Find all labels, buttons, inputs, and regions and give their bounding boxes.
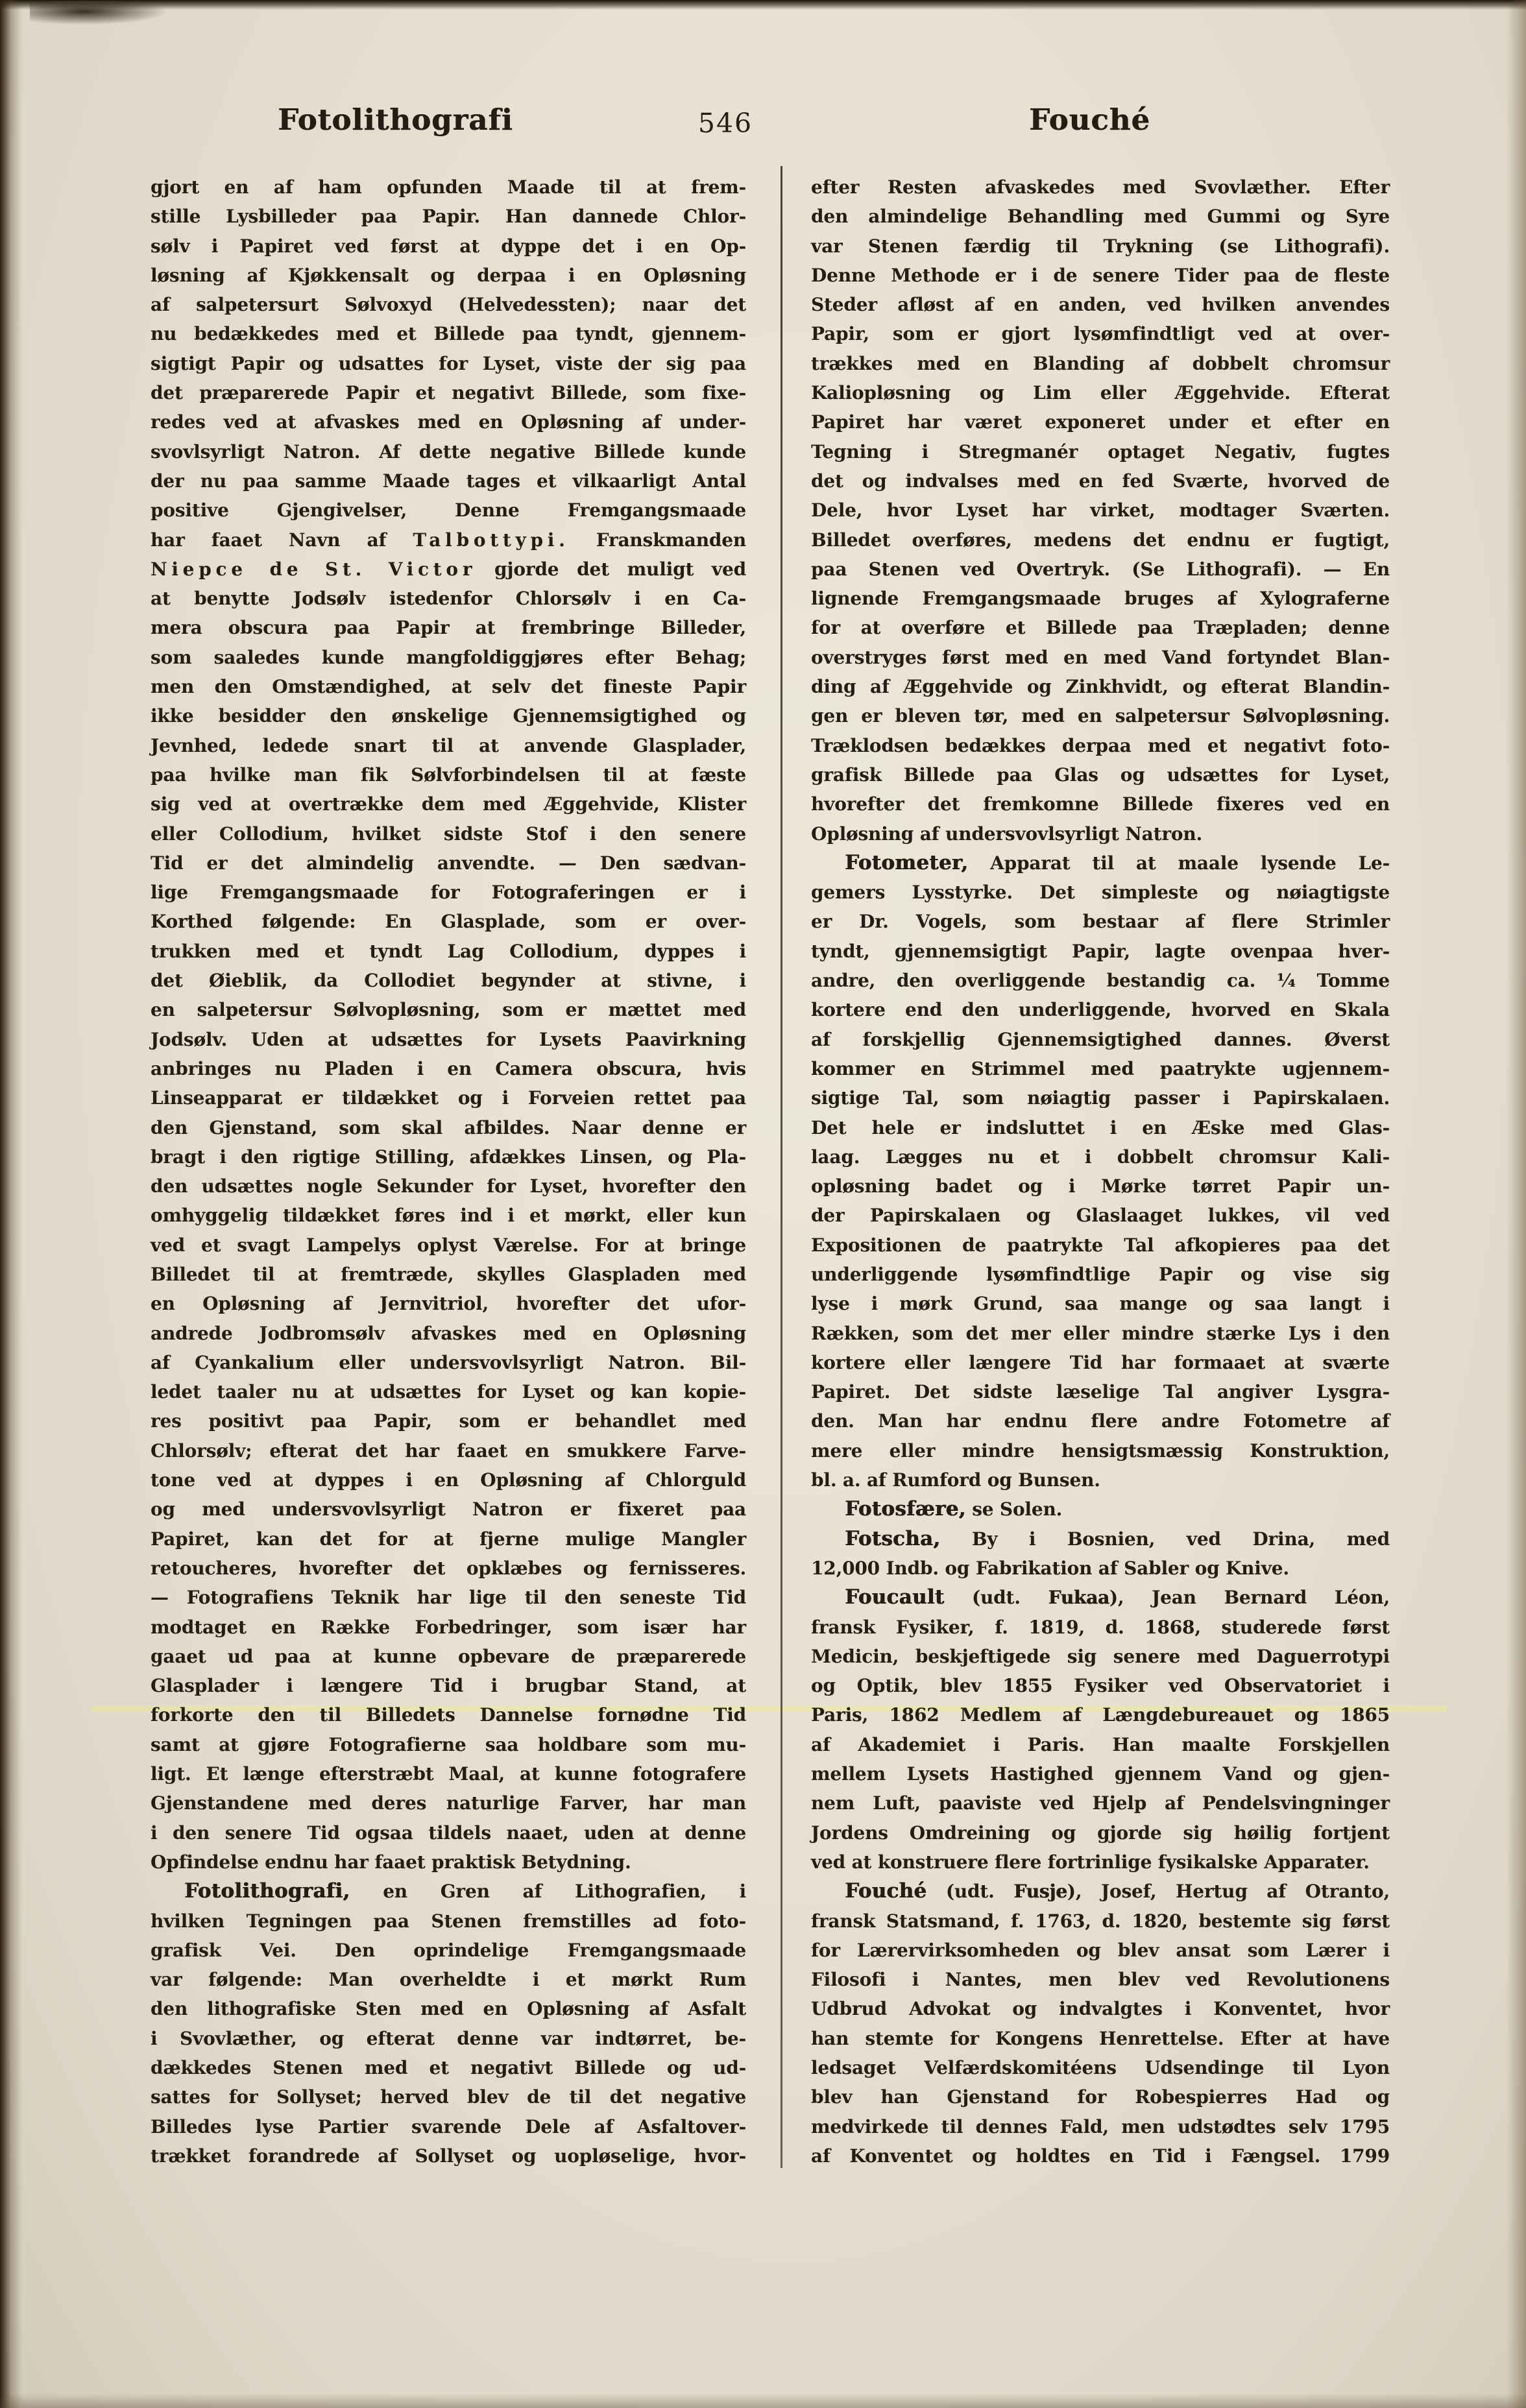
text-run: — Fotografiens Teknik har lige til den seneste Tid	[151, 1587, 746, 1609]
text-line	[811, 789, 1390, 819]
text-run: Jevnhed, ledede snart til at anvende Glasplader,	[151, 734, 746, 756]
text-line	[811, 672, 1390, 701]
text-line	[151, 437, 746, 466]
scan-edge-left	[0, 0, 22, 2408]
text-line	[151, 1730, 746, 1759]
text-run: løsning af Kjøkkensalt og derpaa i en Opløsning	[151, 264, 746, 286]
text-line	[811, 1465, 1390, 1495]
text-line	[151, 1671, 746, 1700]
text-line	[811, 378, 1390, 407]
text-run: lige Fremgangsmaade for Fotograferingen er i	[151, 882, 746, 904]
text-line	[151, 1260, 746, 1289]
text-run: Billedet til at fremtræde, skylles Glaspladen med	[151, 1263, 746, 1285]
text-run: var følgende: Man overheldte i et mørkt Rum	[151, 1969, 746, 1991]
text-run: lyse i mørk Grund, saa mange og saa langt i	[811, 1293, 1390, 1315]
entry-headword: Fotometer,	[845, 850, 969, 874]
text-run: mera obscura paa Papir at frembringe Billeder,	[151, 617, 746, 639]
text-line	[811, 878, 1390, 907]
text-run: af Konventet og holdtes en Tid i Fængsel. 1799	[811, 2145, 1390, 2167]
text-line	[811, 407, 1390, 437]
text-line	[811, 349, 1390, 378]
text-line	[151, 1554, 746, 1583]
text-run: af Cyankalium eller undersvovlsyrligt Natron. Bil-	[151, 1351, 746, 1373]
text-run: gemers Lysstyrke. Det simpleste og nøiagtigste	[811, 882, 1390, 904]
text-line	[151, 1465, 746, 1495]
text-run: Udbrud Advokat og indvalgtes i Konventet, hvor	[811, 1998, 1390, 2020]
text-run: dækkedes Stenen med et negativt Billede og ud-	[151, 2057, 746, 2078]
text-line	[811, 1260, 1390, 1289]
text-line	[811, 1113, 1390, 1142]
text-line	[811, 1554, 1390, 1583]
text-run: kortere eller længere Tid har formaaet at sværte	[811, 1351, 1390, 1373]
text-run: sattes for Sollyset; herved blev de til det negative	[151, 2086, 746, 2108]
text-line	[151, 555, 746, 584]
text-line	[811, 819, 1390, 849]
text-line	[811, 2053, 1390, 2082]
text-run: gjorde det muligt ved	[476, 558, 746, 580]
text-line	[151, 319, 746, 348]
text-run: Paris, 1862 Medlem af Længdebureauet og 1865	[811, 1704, 1390, 1726]
text-line	[811, 1848, 1390, 1877]
text-run: overstryges først med en med Vand fortyndet Blan-	[811, 646, 1390, 668]
text-run: stille Lysbilleder paa Papir. Han dannede Chlor-	[151, 206, 746, 228]
text-line	[151, 995, 746, 1024]
text-run: Apparat til at maale lysende Le-	[968, 852, 1390, 874]
text-line	[811, 731, 1390, 760]
text-line	[811, 1759, 1390, 1788]
text-line	[151, 966, 746, 995]
text-line	[811, 1083, 1390, 1113]
text-run: af Akademiet i Paris. Han maalte Forskjellen	[811, 1733, 1390, 1755]
text-run: blev han Gjenstand for Robespierres Had og	[811, 2086, 1390, 2108]
text-line	[151, 525, 746, 555]
text-line	[151, 584, 746, 613]
text-line	[151, 1377, 746, 1406]
text-run: bl. a. af Rumford og Bunsen.	[811, 1469, 1100, 1491]
text-line	[151, 378, 746, 407]
text-column-left	[151, 173, 746, 2171]
text-line	[151, 672, 746, 701]
text-line	[151, 466, 746, 496]
text-run: Det hele er indsluttet i en Æske med Glas-	[811, 1116, 1390, 1138]
text-run: var Stenen færdig til Trykning (se Lithografi).	[811, 235, 1390, 257]
text-run: eller Collodium, hvilket sidste Stof i den senere	[151, 823, 746, 845]
running-head-left: Fotolithografi	[278, 102, 513, 137]
text-run: en Gren af Lithografien, i	[350, 1881, 746, 1903]
text-run: for at overføre et Billede paa Træpladen; denne	[811, 617, 1390, 639]
text-line	[151, 1936, 746, 1965]
text-line	[151, 907, 746, 936]
text-line	[811, 760, 1390, 789]
text-line	[811, 1319, 1390, 1348]
text-line	[811, 173, 1390, 202]
text-run: res positivt paa Papir, som er behandlet med	[151, 1410, 746, 1432]
text-run: Fusje	[1013, 1881, 1067, 1903]
text-column-right	[811, 173, 1390, 2171]
text-run: der nu paa samme Maade tages et vilkaarligt Antal	[151, 470, 746, 492]
text-run: og Optik, blev 1855 Fysiker ved Observatoriet i	[811, 1675, 1390, 1697]
text-line	[151, 789, 746, 819]
text-line	[151, 1965, 746, 1994]
text-line	[811, 1348, 1390, 1377]
text-run: sølv i Papiret ved først at dyppe det i en Op-	[151, 235, 746, 257]
text-line	[151, 261, 746, 290]
text-line	[811, 849, 1390, 878]
text-line	[151, 1348, 746, 1377]
text-run: den almindelige Behandling med Gummi og Syre	[811, 206, 1390, 228]
text-run: den lithografiske Sten med en Opløsning af Asfalt	[151, 1998, 746, 2020]
text-run: kortere end den underliggende, hvorved en Skala	[811, 999, 1390, 1021]
text-run: Kaliopløsning og Lim eller Æggehvide. Efterat	[811, 382, 1390, 404]
text-run: der Papirskalaen og Glaslaaget lukkes, vil ved	[811, 1205, 1390, 1227]
text-run: men den Omstændighed, at selv det fineste Papir	[151, 676, 746, 698]
text-line	[811, 1613, 1390, 1642]
text-run: omhyggelig tildækket føres ind i et mørkt, eller kun	[151, 1205, 746, 1227]
text-line	[811, 1936, 1390, 1965]
text-run: at benytte Jodsølv istedenfor Chlorsølv i en Ca-	[151, 588, 746, 610]
text-line	[151, 1113, 746, 1142]
text-run: opløsning badet og i Mørke tørret Papir un-	[811, 1175, 1390, 1198]
text-line	[811, 2082, 1390, 2112]
entry-headword: Foucault	[845, 1585, 945, 1609]
text-line	[151, 1231, 746, 1260]
text-line	[151, 937, 746, 966]
text-line	[811, 1524, 1390, 1554]
text-run: hvorefter det fremkomne Billede fixeres ved en	[811, 793, 1390, 815]
text-run: Tegning i Stregmanér optaget Negativ, fugtes	[811, 440, 1390, 463]
text-line	[811, 1377, 1390, 1406]
text-line	[151, 1025, 746, 1054]
text-line	[811, 1700, 1390, 1729]
text-run: Papiret har været exponeret under et efter en	[811, 411, 1390, 433]
text-run: nu bedækkedes med et Billede paa tyndt, gjennem-	[151, 323, 746, 345]
text-run: 12,000 Indb. og Fabrikation af Sabler og Knive.	[811, 1557, 1289, 1579]
text-run: tyndt, gjennemsigtigt Papir, lagte ovenpaa hver-	[811, 940, 1390, 962]
text-line	[811, 1907, 1390, 1936]
text-line	[811, 1231, 1390, 1260]
text-run: i den senere Tid ogsaa tildels naaet, uden at denne	[151, 1822, 746, 1844]
entry-headword: Fouché	[845, 1879, 927, 1903]
text-line	[151, 1142, 746, 1172]
text-line	[151, 731, 746, 760]
text-run: er Dr. Vogels, som bestaar af flere Strimler	[811, 911, 1390, 933]
text-run: Filosofi i Nantes, men blev ved Revolutionens	[811, 1969, 1390, 1991]
text-run: Expositionen de paatrykte Tal afkopieres paa det	[811, 1234, 1390, 1256]
text-line	[151, 760, 746, 789]
text-run: det Øieblik, da Collodiet begynder at stivne, i	[151, 970, 746, 992]
text-run: mere eller mindre hensigtsmæssig Konstruktion,	[811, 1439, 1390, 1462]
text-line	[811, 437, 1390, 466]
text-run: gaaet ud paa at kunne opbevare de præparerede	[151, 1645, 746, 1667]
text-run: tone ved at dyppes i en Opløsning af Chlorguld	[151, 1469, 746, 1491]
text-line	[811, 2141, 1390, 2171]
text-run: positive Gjengivelser, Denne Fremgangsmaade	[151, 500, 746, 522]
text-run: som saaledes kunde mangfoldiggjøres efter Behag;	[151, 646, 746, 668]
text-line	[811, 1642, 1390, 1671]
text-run: ), Jean Bernard Léon,	[1109, 1587, 1390, 1609]
text-run: samt at gjøre Fotografierne saa holdbare som mu-	[151, 1733, 746, 1755]
text-line	[151, 1083, 746, 1113]
text-line	[151, 496, 746, 525]
text-line	[151, 1406, 746, 1436]
running-head-right: Fouché	[1029, 102, 1150, 137]
entry-headword: Fotolithografi,	[184, 1879, 350, 1903]
text-run: Korthed følgende: En Glasplade, som er over-	[151, 911, 746, 933]
text-line	[151, 1319, 746, 1348]
text-line	[151, 1848, 746, 1877]
text-line	[811, 2112, 1390, 2141]
text-run: trukken med et tyndt Lag Collodium, dyppes i	[151, 940, 746, 962]
text-line	[811, 1965, 1390, 1994]
text-line	[811, 995, 1390, 1024]
text-line	[151, 1172, 746, 1201]
text-line	[151, 1583, 746, 1612]
text-run: lignende Fremgangsmaade bruges af Xylograferne	[811, 588, 1390, 610]
text-run: det præparerede Papir et negativt Billede, som fixe-	[151, 382, 746, 404]
text-line	[811, 1172, 1390, 1201]
text-line	[811, 555, 1390, 584]
text-line	[811, 1495, 1390, 1524]
text-line	[811, 1583, 1390, 1612]
text-line	[151, 613, 746, 642]
entry-headword: Fotosfære,	[845, 1497, 966, 1521]
text-line	[151, 1818, 746, 1848]
text-line	[151, 407, 746, 437]
text-line	[151, 1907, 746, 1936]
text-run: Billedes lyse Partier svarende Dele af Asfaltover-	[151, 2115, 746, 2137]
text-line	[151, 2082, 746, 2112]
text-run: Glasplader i længere Tid i brugbar Stand, at	[151, 1675, 746, 1697]
text-run: Denne Methode er i de senere Tider paa de fleste	[811, 264, 1390, 286]
text-line	[811, 1054, 1390, 1083]
text-run: Tid er det almindelig anvendte. — Den sædvan-	[151, 852, 746, 874]
text-run: (udt.	[944, 1587, 1048, 1609]
text-run: Franskmanden	[569, 529, 747, 551]
text-line	[151, 643, 746, 672]
text-run: svovlsyrligt Natron. Af dette negative Billede kunde	[151, 440, 746, 463]
text-run: for Lærervirksomheden og blev ansat som Lærer i	[811, 1939, 1390, 1961]
text-run: den Gjenstand, som skal afbildes. Naar denne er	[151, 1116, 746, 1138]
text-run: Dele, hvor Lyset har virket, modtager Sværten.	[811, 500, 1390, 522]
text-run: trækket forandrede af Sollyset og uopløselige, hvor-	[151, 2145, 746, 2167]
text-line	[151, 349, 746, 378]
text-run: forkorte den til Billedets Dannelse fornødne Tid	[151, 1704, 746, 1726]
text-run: andre, den overliggende bestandig ca. ¼ Tomme	[811, 970, 1390, 992]
text-line	[151, 2112, 746, 2141]
text-run: sig ved at overtrække dem med Æggehvide, Klister	[151, 793, 746, 815]
text-line	[151, 1289, 746, 1318]
text-line	[811, 525, 1390, 555]
text-run: ), Josef, Hertug af Otranto,	[1067, 1881, 1390, 1903]
text-line	[811, 1730, 1390, 1759]
text-run: Linseapparat er tildækket og i Forveien rettet paa	[151, 1087, 746, 1109]
text-run: af forskjellig Gjennemsigtighed dannes. Øverst	[811, 1028, 1390, 1050]
text-line	[811, 701, 1390, 730]
text-run: nem Luft, paaviste ved Hjelp af Pendelsvingninger	[811, 1792, 1390, 1814]
text-run: bragt i den rigtige Stilling, afdækkes Linsen, og Pla-	[151, 1146, 746, 1168]
text-line	[811, 907, 1390, 936]
text-line	[151, 1524, 746, 1554]
text-run: ikke besidder den ønskelige Gjennemsigtighed og	[151, 705, 746, 727]
text-run: Steder afløst af en anden, ved hvilken anvendes	[811, 294, 1390, 316]
text-line	[151, 701, 746, 730]
text-line	[151, 2024, 746, 2053]
text-line	[151, 173, 746, 202]
text-line	[151, 2141, 746, 2171]
column-rule	[781, 166, 782, 2168]
text-line	[151, 1877, 746, 1906]
text-line	[811, 1788, 1390, 1818]
text-line	[811, 1671, 1390, 1700]
text-run: og med undersvovlsyrligt Natron er fixeret paa	[151, 1499, 746, 1521]
text-run: redes ved at afvaskes med en Opløsning af under-	[151, 411, 746, 433]
text-run: grafisk Vei. Den oprindelige Fremgangsmaade	[151, 1939, 746, 1961]
text-run: sigtige Tal, som nøiagtig passer i Papirskalaen.	[811, 1087, 1390, 1109]
text-line	[811, 1818, 1390, 1848]
text-line	[811, 1025, 1390, 1054]
text-run: den. Man har endnu flere andre Fotometre af	[811, 1410, 1390, 1432]
text-line	[811, 466, 1390, 496]
text-line	[811, 290, 1390, 319]
text-run: Talbottypi.	[413, 529, 570, 551]
text-run: Træklodsen bedækkes derpaa med et negativt foto-	[811, 734, 1390, 756]
text-run: Niepce de St. Victor	[151, 558, 477, 580]
text-run: af salpetersurt Sølvoxyd (Helvedessten); naar det	[151, 294, 746, 316]
text-run: laag. Lægges nu et i dobbelt chromsur Kali-	[811, 1146, 1390, 1168]
text-run: Billedet overføres, medens det endnu er fugtigt,	[811, 529, 1390, 551]
text-run: Medicin, beskjeftigede sig senere med Daguerrotypi	[811, 1645, 1390, 1667]
text-run: Gjenstandene med deres naturlige Farver, har man	[151, 1792, 746, 1814]
text-line	[811, 643, 1390, 672]
text-run: anbringes nu Pladen i en Camera obscura, hvis	[151, 1057, 746, 1079]
text-line	[151, 1759, 746, 1788]
text-line	[811, 496, 1390, 525]
text-line	[811, 1436, 1390, 1465]
text-run: hvilken Tegningen paa Stenen fremstilles ad foto-	[151, 1910, 746, 1932]
text-run: grafisk Billede paa Glas og udsættes for Lyset,	[811, 764, 1390, 786]
text-run: Opfindelse endnu har faaet praktisk Betydning.	[151, 1851, 631, 1873]
entry-headword: Fotscha,	[845, 1526, 941, 1550]
text-line	[811, 319, 1390, 348]
text-run: Papir, som er gjort lysømfindtligt ved at over-	[811, 323, 1390, 345]
scan-ink-blot	[30, 3, 166, 25]
text-line	[151, 1642, 746, 1671]
text-line	[811, 232, 1390, 261]
text-line	[151, 1495, 746, 1524]
text-line	[811, 2024, 1390, 2053]
text-line	[151, 819, 746, 849]
text-line	[811, 1142, 1390, 1172]
text-line	[811, 1877, 1390, 1906]
text-run: retoucheres, hvorefter det opklæbes og fernisseres.	[151, 1557, 746, 1579]
text-run: se Solen.	[965, 1499, 1063, 1521]
text-run: fransk Statsmand, f. 1763, d. 1820, bestemte sig først	[811, 1910, 1390, 1932]
text-run: han stemte for Kongens Henrettelse. Efter at have	[811, 2027, 1390, 2049]
text-run: trækkes med en Blanding af dobbelt chromsur	[811, 352, 1390, 374]
text-line	[811, 1994, 1390, 2023]
text-run: ligt. Et længe efterstræbt Maal, at kunne fotografere	[151, 1763, 746, 1785]
text-run: andrede Jodbromsølv afvaskes med en Opløsning	[151, 1322, 746, 1344]
text-run: gjort en af ham opfunden Maade til at frem-	[151, 176, 746, 198]
text-run: i Svovlæther, og efterat denne var indtørret, be-	[151, 2027, 746, 2049]
text-line	[151, 290, 746, 319]
text-line	[151, 1436, 746, 1465]
text-run: det og indvalses med en fed Sværte, hvorved de	[811, 470, 1390, 492]
text-run: en Opløsning af Jernvitriol, hvorefter det ufor-	[151, 1293, 746, 1315]
scan-edge-right	[1507, 0, 1526, 2408]
text-run: sigtigt Papir og udsattes for Lyset, viste der sig paa	[151, 352, 746, 374]
text-run: ledet taaler nu at udsættes for Lyset og kan kopie-	[151, 1381, 746, 1403]
text-line	[151, 1201, 746, 1230]
text-line	[811, 202, 1390, 231]
text-run: Jordens Omdreining og gjorde sig høilig fortjent	[811, 1822, 1390, 1844]
text-run: fransk Fysiker, f. 1819, d. 1868, studerede først	[811, 1616, 1390, 1638]
text-line	[811, 613, 1390, 642]
text-run: ding af Æggehvide og Zinkhvidt, og efterat Blandin-	[811, 676, 1390, 698]
text-run: mellem Lysets Hastighed gjennem Vand og gjen-	[811, 1763, 1390, 1785]
text-run: (udt.	[926, 1881, 1014, 1903]
text-line	[151, 2053, 746, 2082]
text-line	[811, 937, 1390, 966]
text-run: Jodsølv. Uden at udsættes for Lysets Paavirkning	[151, 1028, 746, 1050]
text-line	[151, 1054, 746, 1083]
text-line	[811, 1201, 1390, 1230]
text-run: efter Resten afvaskedes med Svovlæther. Efter	[811, 176, 1390, 198]
text-run: paa hvilke man fik Sølvforbindelsen til at fæste	[151, 764, 746, 786]
text-line	[151, 849, 746, 878]
text-run: By i Bosnien, ved Drina, med	[940, 1528, 1390, 1550]
text-run: den udsættes nogle Sekunder for Lyset, hvorefter den	[151, 1175, 746, 1198]
text-run: Chlorsølv; efterat det har faaet en smukkere Farve-	[151, 1439, 746, 1462]
text-run: har faaet Navn af	[151, 529, 413, 551]
text-line	[811, 1406, 1390, 1436]
text-run: paa Stenen ved Overtryk. (Se Lithografi). — En	[811, 558, 1390, 580]
text-line	[811, 584, 1390, 613]
text-line	[811, 261, 1390, 290]
text-line	[151, 232, 746, 261]
text-line	[151, 1613, 746, 1642]
page-number: 546	[697, 108, 753, 139]
text-run: ved at konstruere flere fortrinlige fysikalske Apparater.	[811, 1851, 1370, 1873]
text-run: gen er bleven tør, med en salpetersur Sølvopløsning.	[811, 705, 1390, 727]
text-line	[151, 1700, 746, 1729]
text-run: kommer en Strimmel med paatrykte ugjennem-	[811, 1057, 1390, 1079]
text-run: modtaget en Række Forbedringer, som især har	[151, 1616, 746, 1638]
text-run: ved et svagt Lampelys oplyst Værelse. For at bringe	[151, 1234, 746, 1256]
text-line	[151, 202, 746, 231]
text-line	[811, 966, 1390, 995]
text-run: Fukaa	[1048, 1587, 1109, 1609]
text-run: underliggende lysømfindtlige Papir og vise sig	[811, 1263, 1390, 1285]
text-run: ledsaget Velfærdskomitéens Udsendinge til Lyon	[811, 2057, 1390, 2078]
scan-edge-bottom	[0, 2394, 1526, 2408]
text-line	[151, 878, 746, 907]
text-run: Rækken, som det mer eller mindre stærke Lys i den	[811, 1322, 1390, 1344]
text-line	[811, 1289, 1390, 1318]
text-line	[151, 1994, 746, 2023]
text-line	[151, 1788, 746, 1818]
text-run: medvirkede til dennes Fald, men udstødtes selv 1795	[811, 2115, 1390, 2137]
text-run: Papiret, kan det for at fjerne mulige Mangler	[151, 1528, 746, 1550]
scan-edge-top	[0, 0, 1526, 10]
text-run: en salpetersur Sølvopløsning, som er mættet med	[151, 999, 746, 1021]
text-run: Papiret. Det sidste læselige Tal angiver Lysgra-	[811, 1381, 1390, 1403]
text-run: Opløsning af undersvovlsyrligt Natron.	[811, 823, 1203, 845]
